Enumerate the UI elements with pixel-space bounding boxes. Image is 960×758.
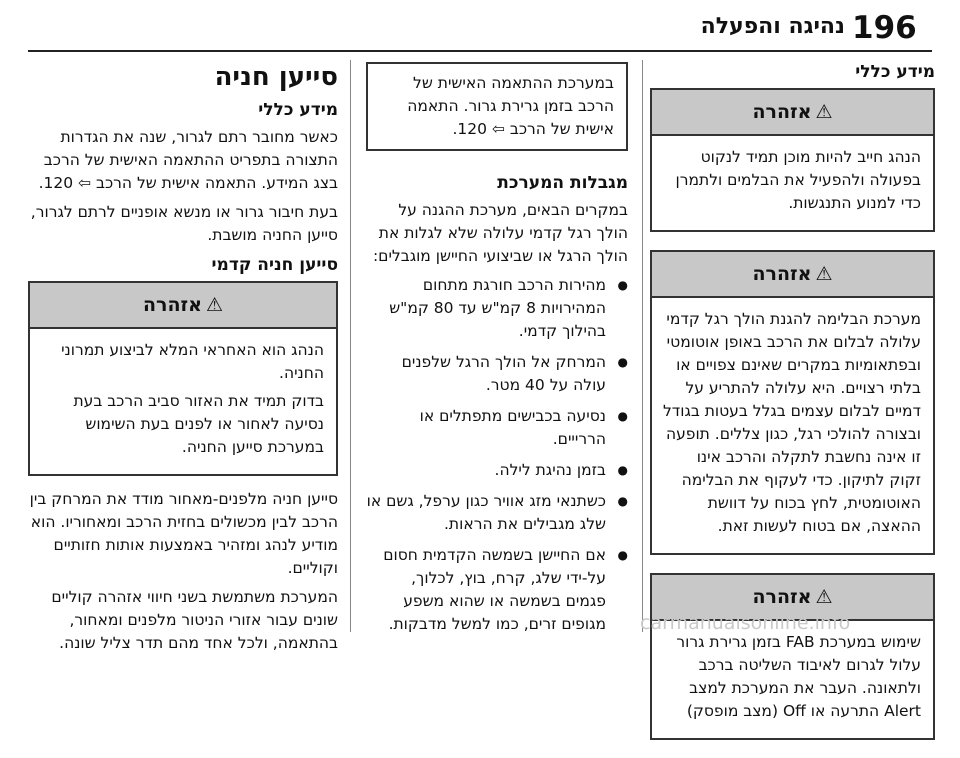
list-item: ● המרחק אל הולך הרגל שלפנים עולה על 40 מטר. [366,351,628,397]
column-divider [642,60,643,632]
info-box-text: במערכת ההתאמה האישית של הרכב בזמן גרירת גרור. התאמה אישית של הרכב ⇦ 120. [407,74,614,138]
header-rule [28,50,932,52]
running-title: נהיגה והפעלה [700,14,845,39]
list-item: ● כשתנאי מזג אוויר כגון ערפל, גשם או שלג מגבילים את הראות. [366,490,628,536]
list-item: ● בזמן נהיגת לילה. [366,459,628,482]
paragraph: סייען חניה מלפנים-מאחור מודד את המרחק בין הרכב לבין מכשולים בחזית הרכב ומאחוריו. הוא מודיע לנהג ומזהיר באמצעות אותות חזותיים וקוליים. [29,490,338,577]
warning-text: הנהג הוא האחראי המלא לביצוע תמרוני החניה. [61,341,324,382]
list-item: ● נסיעה בכבישים מתפתלים או הררייים. [366,405,628,451]
warning-text: הנהג חייב להיות מוכן תמיד לנקוט בפעולה ולהפעיל את הבלמים ולתמרן כדי למנוע התנגשות. [675,148,921,212]
column-divider [350,60,351,632]
warning-text: מערכת הבלימה להגנת הולך רגל קדמי עלולה לבלום את הרכב באופן אוטומטי ובפתאומיות במקרים שאינם צפויים או בלתי רצויים. היא עלולה להתריע על דמיים לבלום עצמים בגלל בעטות בגודל ובצורה להולכי רגל, כגון צללים. תופעה זו אינה נחשבת לתקלה והרכב אינו זקוק לתיקון. כדי לעקוף את הבלימה האוטומטית, לחץ בכוח על דוושת ההאצה, אם בטוח לעשות זאת. [662,310,921,535]
left-column [28,62,338,661]
subsection-title-front-assist: סייען חניה קדמי [211,255,338,275]
paragraph: כאשר מחובר רתם לגרור, שנה את הגדרות התצורה בתפריט ההתאמה האישית של הרכב בצג המידע. התאמה אישית של הרכב ⇦ 120. [38,128,338,192]
subsection-title-general: מידע כללי [258,100,338,120]
section-title-limitations: מגבלות המערכת [497,173,628,193]
warning-header [652,252,933,298]
warning-text: שימוש במערכת FAB בזמן גרירת גרור עלול לגרום לאיבוד השליטה ברכב ולתאונה. העבר את המערכת למצב Alert התרעה או Off (מצב מופסק) [676,633,921,720]
warning-box [650,573,935,740]
warning-triangle-icon: ⚠ [815,101,833,123]
warning-box [28,281,338,476]
limitations-intro: במקרים הבאים, מערכת ההגנה על הולך רגל קדמי עלולה שלא לגלות את הולך הרגל או שביצועי החיישן מוגבלים: [372,201,628,265]
warning-header [652,90,933,136]
warning-title: אזהרה [752,101,812,123]
warning-title: אזהרה [142,294,202,316]
warning-title: אזהרה [752,586,812,608]
warning-triangle-icon: ⚠ [205,294,224,316]
section-title-parking-assist: סייען חניה [214,62,338,92]
warning-header [30,283,336,329]
section-title-general-info: מידע כללי [855,62,935,82]
middle-column [366,62,628,644]
paragraph: המערכת משתמשת בשני חיווי אזהרה קוליים שונים עבור אזורי הניטור מלפנים ומאחור, בהתאמה, ולכל אחד מהם תדר צליל שונה. [51,588,338,652]
warning-box [650,88,935,232]
list-item: ● מהירות הרכב חורגת מתחום המהירויות 8 קמ"ש עד 80 קמ"ש בהילוך קדמי. [366,274,628,343]
limitations-list [366,274,628,636]
right-column [650,62,935,758]
page-number: 196 [852,10,917,46]
warning-text: בדוק תמיד את האזור סביב הרכב בעת נסיעה לאחור או לפנים בעת השימוש במערכת סייען החניה. [73,392,324,456]
warning-box [650,250,935,555]
warning-triangle-icon: ⚠ [815,263,833,285]
warning-title: אזהרה [752,263,812,285]
info-box [366,62,628,151]
paragraph: בעת חיבור גרור או מנשא אופניים לרתם לגרור, סייען החניה מושבת. [30,203,338,244]
watermark: carmanualsonline.info [640,612,851,634]
list-item: ● אם החיישן בשמשה הקדמית חסום על-ידי שלג, קרח, בוץ, לכלוך, פגמים בשמשה או שהוא משפע מגופים זרים, כמו למשל מדבקות. [366,544,628,636]
warning-triangle-icon: ⚠ [815,586,833,608]
